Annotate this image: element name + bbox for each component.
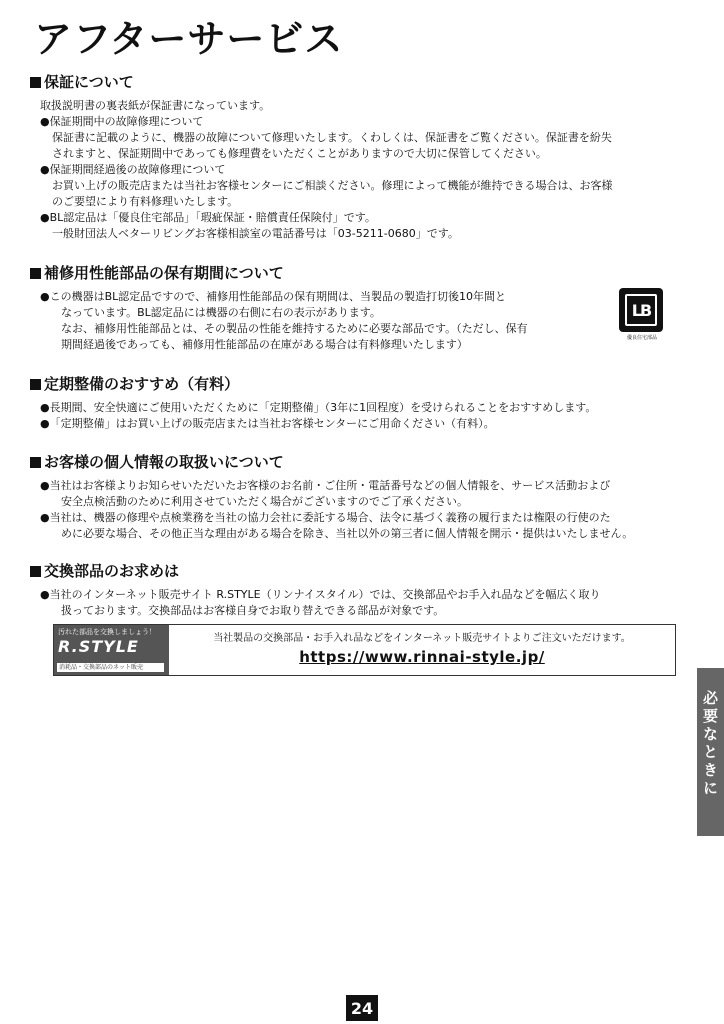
paragraph-line: 期間経過後であっても、補修用性能部品の在庫がある場合は有料修理いたします）: [61, 338, 468, 351]
square-marker-icon: [30, 379, 41, 390]
paragraph-line: 扱っております。交換部品はお客様自身でお取り替えできる部品が対象です。: [61, 604, 445, 617]
paragraph-line: のご要望により有料修理いたします。: [52, 195, 239, 208]
paragraph-line: なお、補修用性能部品とは、その製品の性能を維持するために必要な部品です。（ただし、保有: [61, 322, 528, 335]
logo-name: R.STYLE: [58, 637, 139, 656]
section-maintenance: [30, 375, 690, 432]
bl-caption: 優良住宅部品: [626, 335, 657, 341]
rstyle-banner: [53, 624, 676, 676]
section-replacement-parts: [30, 562, 690, 619]
bullet-item: ● 保証期間中の故障修理について: [40, 114, 690, 130]
rstyle-logo: [54, 625, 169, 675]
square-marker-icon: [30, 268, 41, 279]
bullet-item: ● この機器はBL認定品ですので、補修用性能部品の保有期間は、当製品の製造打切後10年間と: [40, 289, 690, 305]
section-heading: 交換部品のお求めは: [30, 562, 690, 580]
paragraph-line: お買い上げの販売店または当社お客様センターにご相談ください。修理によって機能が維持できる場合は、お客様: [52, 179, 613, 192]
bullet-item: ● BL認定品は「優良住宅部品」「瑕疵保証・賠償責任保険付」です。: [40, 210, 690, 226]
page-number: 24: [346, 995, 378, 1021]
section-privacy: [30, 453, 690, 542]
bullet-item: ● 長期間、安全快適にご使用いただくために「定期整備」（3年に1回程度）を受けられることをおすすめします。: [40, 400, 690, 416]
bullet-item: ● 当社はお客様よりお知らせいただいたお客様のお名前・ご住所・電話番号などの個人情報を、サービス活動および: [40, 478, 690, 494]
square-marker-icon: [30, 457, 41, 468]
section-heading: 保証について: [30, 73, 690, 91]
bullet-item: ● 当社のインターネット販売サイト R.STYLE（リンナイスタイル）では、交換部品やお手入れ品などを幅広く取り: [40, 587, 690, 603]
paragraph-line: 保証書に記載のように、機器の故障について修理いたします。くわしくは、保証書をご覧ください。保証書を紛失: [52, 131, 612, 144]
square-marker-icon: [30, 566, 41, 577]
paragraph-line: されますと、保証期間中であっても修理費をいただくことがありますので大切に保管してください。: [52, 147, 547, 160]
section-parts-period: [30, 264, 690, 353]
section-heading: 補修用性能部品の保有期間について: [30, 264, 690, 282]
section-heading: 定期整備のおすすめ（有料）: [30, 375, 690, 393]
bullet-item: ● 当社は、機器の修理や点検業務を当社の協力会社に委託する場合、法令に基づく義務の履行または権限の行使のた: [40, 510, 690, 526]
logo-subtitle: 消耗品・交換部品のネット販売: [57, 663, 164, 672]
bl-certification-mark: [619, 288, 665, 342]
square-marker-icon: [30, 77, 41, 88]
logo-tagline: 汚れた部品を交換しましょう！: [58, 628, 156, 636]
paragraph-line: なっています。BL認定品には機器の右側に右の表示があります。: [61, 306, 381, 319]
bl-logo-icon: LB: [619, 288, 663, 332]
paragraph-line: 安全点検活動のために利用させていただく場合がございますのでご了承ください。: [61, 495, 468, 508]
side-tab-label: 必要なときに: [701, 690, 719, 798]
paragraph-line: めに必要な場合、その他正当な理由がある場合を除き、当社以外の第三者に個人情報を開示・提供はいたしません。: [61, 527, 634, 540]
page-title: アフターサービス: [34, 17, 344, 61]
paragraph-line: 取扱説明書の裏表紙が保証書になっています。: [40, 99, 271, 112]
paragraph-line: 一般財団法人ベターリビングお客様相談室の電話番号は「03-5211-0680」です。: [52, 227, 459, 240]
bullet-item: ● 「定期整備」はお買い上げの販売店または当社お客様センターにご用命ください（有料）。: [40, 416, 690, 432]
rstyle-description: 当社製品の交換部品・お手入れ品などをインターネット販売サイトよりご注文いただけます。: [213, 633, 631, 644]
rstyle-url-link[interactable]: https://www.rinnai-style.jp/: [299, 648, 545, 666]
side-tab: [697, 668, 724, 836]
bullet-item: ● 保証期間経過後の故障修理について: [40, 162, 690, 178]
section-heading: お客様の個人情報の取扱いについて: [30, 453, 690, 471]
section-warranty: [30, 73, 690, 242]
